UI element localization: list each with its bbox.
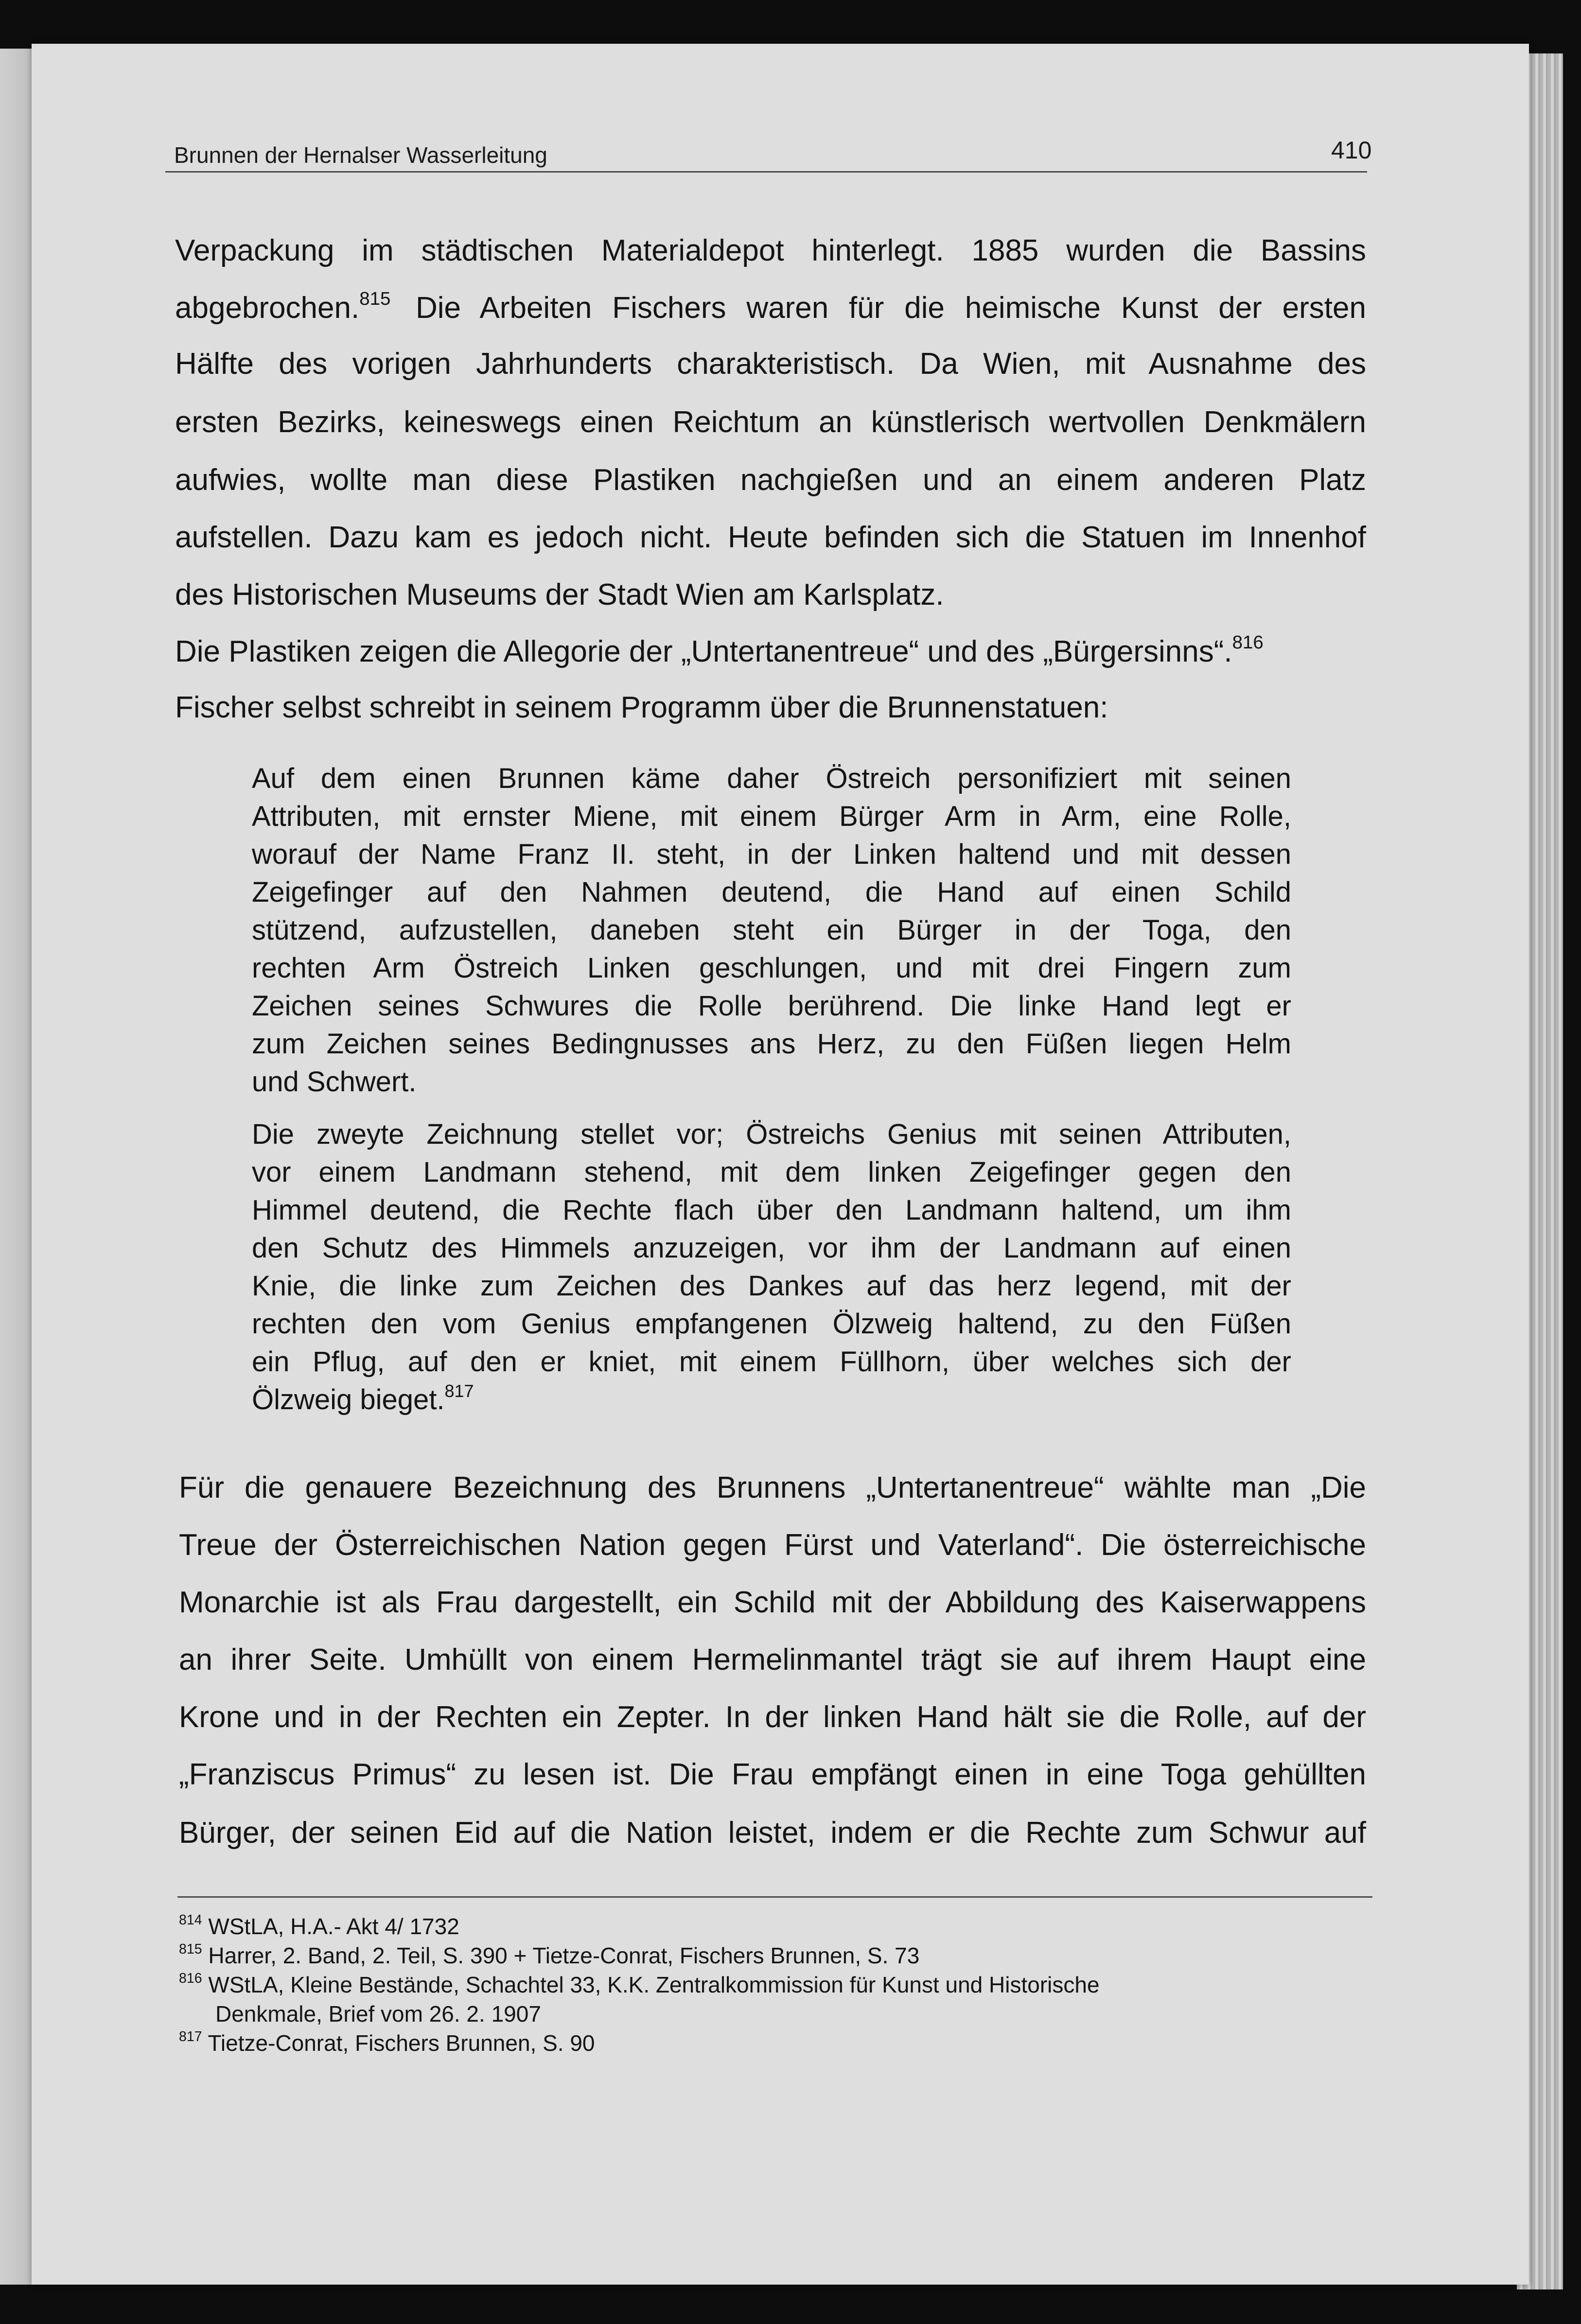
footnote: $^{816}$ WStLA, Kleine Bestände, Schachtel 33, K.K. Zentralkommission für Kunst und Historische [179, 1971, 1100, 1997]
footnote-number: 816 [179, 1971, 202, 1987]
text-line: Krone und in der Rechten ein Zepter. In der linken Hand hält sie die Rolle, auf der [179, 1700, 1366, 1734]
text-line: aufstellen. Dazu kam es jedoch nicht. Heute befinden sich die Statuen im Innenhof [175, 521, 1366, 554]
footnote-number: 815 [179, 1941, 202, 1957]
book-page-stack-left [0, 49, 36, 2285]
page-number: 410 [1331, 137, 1372, 164]
text-line: Monarchie ist als Frau dargestellt, ein Schild mit der Abbildung des Kaiserwappens [179, 1586, 1366, 1619]
header-rule [165, 171, 1367, 173]
text-line: des Historischen Museums der Stadt Wien am Karlsplatz. [175, 578, 944, 612]
text-line: Bürger, der seinen Eid auf die Nation leistet, indem er die Rechte zum Schwur auf [179, 1816, 1366, 1850]
quote-line: Zeichen seines Schwures die Rolle berührend. Die linke Hand legt er [252, 990, 1291, 1022]
text-line: Hälfte des vorigen Jahrhunderts charakteristisch. Da Wien, mit Ausnahme des [175, 347, 1366, 381]
quote-line: Himmel deutend, die Rechte flach über den Landmann haltend, um ihm [252, 1194, 1291, 1226]
footnote-number: 817 [179, 2029, 202, 2045]
footnote: $^{817}$ Tietze-Conrat, Fischers Brunnen, S. 90 [179, 2029, 595, 2056]
quote-line: zum Zeichen seines Bedingnusses ans Herz, zu den Füßen liegen Helm [252, 1028, 1291, 1060]
text-line: an ihrer Seite. Umhüllt von einem Hermelinmantel trägt sie auf ihrem Haupt eine [179, 1643, 1366, 1677]
footnote-rule [177, 1896, 1372, 1898]
text-line: Treue der Österreichischen Nation gegen Fürst und Vaterland“. Die österreichische [179, 1528, 1366, 1562]
quote-line: Auf dem einen Brunnen käme daher Östreich personifiziert mit seinen [252, 763, 1291, 794]
text-line: „Franziscus Primus“ zu lesen ist. Die Frau empfängt einen in eine Toga gehüllten [179, 1758, 1366, 1791]
quote-line: rechten Arm Östreich Linken geschlungen, und mit drei Fingern zum [252, 952, 1291, 984]
text-line: aufwies, wollte man diese Plastiken nachgießen und an einem anderen Platz [175, 463, 1366, 497]
footnote-ref: 816 [1232, 632, 1264, 653]
quote-line: Attributen, mit ernster Miene, mit einem Bürger Arm in Arm, eine Rolle, [252, 801, 1291, 832]
quote-line: vor einem Landmann stehend, mit dem linken Zeigefinger gegen den [252, 1156, 1291, 1188]
running-head: Brunnen der Hernalser Wasserleitung [174, 142, 547, 168]
quote-line: den Schutz des Himmels anzuzeigen, vor ihm der Landmann auf einen [252, 1232, 1291, 1264]
text-line: Für die genauere Bezeichnung des Brunnens „Untertanentreue“ wählte man „Die [179, 1471, 1366, 1504]
quote-line: und Schwert. [252, 1066, 417, 1098]
quote-line: Die zweyte Zeichnung stellet vor; Östreichs Genius mit seinen Attributen, [252, 1118, 1291, 1150]
quote-line: Knie, die linke zum Zeichen des Dankes auf das herz legend, mit der [252, 1270, 1291, 1302]
quote-line: worauf der Name Franz II. steht, in der Linken haltend und mit dessen [252, 839, 1291, 870]
text-line: Fischer selbst schreibt in seinem Programm über die Brunnenstatuen: [175, 691, 1108, 724]
footnote: $^{815}$ Harrer, 2. Band, 2. Teil, S. 390 + Tietze-Conrat, Fischers Brunnen, S. 73 [179, 1941, 920, 1968]
footnote-number: 814 [179, 1912, 202, 1928]
quote-line: rechten den vom Genius empfangenen Ölzweig haltend, zu den Füßen [252, 1308, 1291, 1340]
quote-line: stützend, aufzustellen, daneben steht ein Bürger in der Toga, den [252, 914, 1291, 946]
footnote: $^{814}$ WStLA, H.A.- Akt 4/ 1732 [179, 1912, 459, 1939]
quote-line: Ölzweig bieget.$^{817}$ [252, 1380, 474, 1415]
text-line: Die Arbeiten Fischers waren für die heimische Kunst der ersten [416, 291, 1366, 325]
text-line: Verpackung im städtischen Materialdepot hinterlegt. 1885 wurden die Bassins [175, 234, 1366, 267]
text-line: abgebrochen.$^{815}$ [175, 288, 391, 325]
text-line: Die Plastiken zeigen die Allegorie der „Untertanentreue“ und des „Bürgersinns“.$^{816}$ [175, 632, 1264, 668]
quote-line: ein Pflug, auf den er kniet, mit einem Füllhorn, über welches sich der [252, 1346, 1291, 1378]
quote-line: Zeigefinger auf den Nahmen deutend, die Hand auf einen Schild [252, 876, 1291, 908]
footnote-continuation: Denkmale, Brief vom 26. 2. 1907 [215, 2001, 541, 2027]
footnote-ref: 815 [359, 288, 391, 310]
footnote-ref: 817 [444, 1380, 474, 1401]
text-line: ersten Bezirks, keineswegs einen Reichtum an künstlerisch wertvollen Denkmälern [175, 405, 1366, 439]
